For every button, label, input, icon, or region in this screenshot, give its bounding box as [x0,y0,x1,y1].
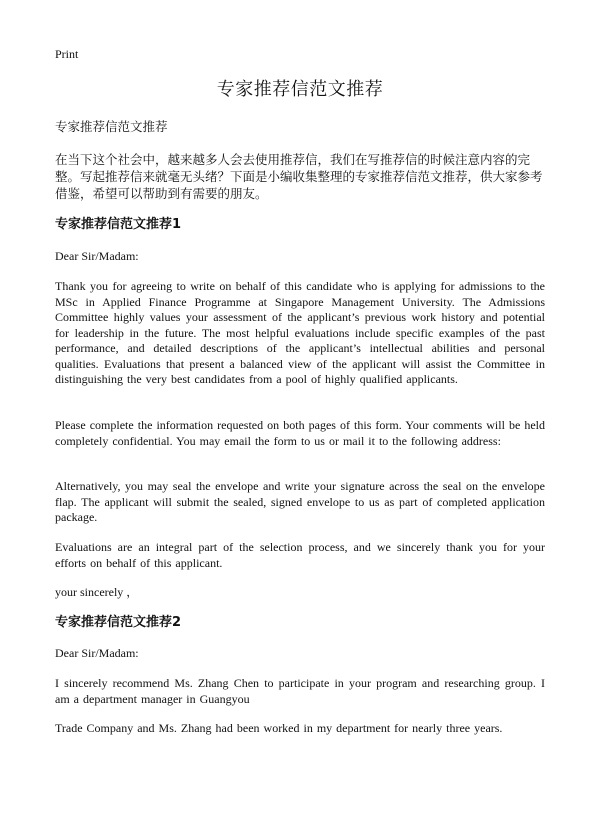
letter1-heading: 专家推荐信范文推荐1 [55,217,182,232]
letter1-paragraph-1: Thank you for agreeing to write on behalf of this candidate who is applying for admissions to the MSc in Applied Finance Programme at Singapore Management University. The Admissions Committee highly values your assessment of the applicant’s previous work history and potential for leadership in the future. The most helpful evaluations include specific examples of the past performance, and detailed descriptions of the applicant’s intellectual abilities and personal qualities. Evaluations that present a balanced view of the applicant will assist the Committee in distinguishing the very best candidates from a pool of highly qualified applicants. [55,279,545,386]
page-title: 专家推荐信范文推荐 [216,79,384,100]
letter1-closing: your sincerely ， [55,585,139,599]
print-label[interactable]: Print [55,47,79,61]
letter2-paragraph-1: I sincerely recommend Ms. Zhang Chen to participate in your program and researching group. I am a department manager in Guangyou [55,676,545,706]
letter2-salutation: Dear Sir/Madam: [55,646,139,660]
letter1-paragraph-4: Evaluations are an integral part of the selection process, and we sincerely thank you for your efforts on behalf of this applicant. [55,540,545,570]
letter1-paragraph-2: Please complete the information requested on both pages of this form. Your comments will be held completely confidential. You may email the form to us or mail it to the following address: [55,418,545,448]
intro-subtitle: 专家推荐信范文推荐 [55,119,168,134]
letter1-salutation: Dear Sir/Madam: [55,249,139,263]
intro-paragraph: 在当下这个社会中，越来越多人会去使用推荐信，我们在写推荐信的时候注意内容的完整。写起推荐信来就毫无头绪？下面是小编收集整理的专家推荐信范文推荐，供大家参考借鉴，希望可以帮助到有需要的朋友。 [55,152,543,201]
letter2-paragraph-2: Trade Company and Ms. Zhang had been worked in my department for nearly three years. [55,721,503,735]
letter1-paragraph-3: Alternatively, you may seal the envelope and write your signature across the seal on the envelope flap. The applicant will submit the sealed, signed envelope to us as part of completed application package. [55,479,545,524]
letter2-heading: 专家推荐信范文推荐2 [55,615,182,630]
